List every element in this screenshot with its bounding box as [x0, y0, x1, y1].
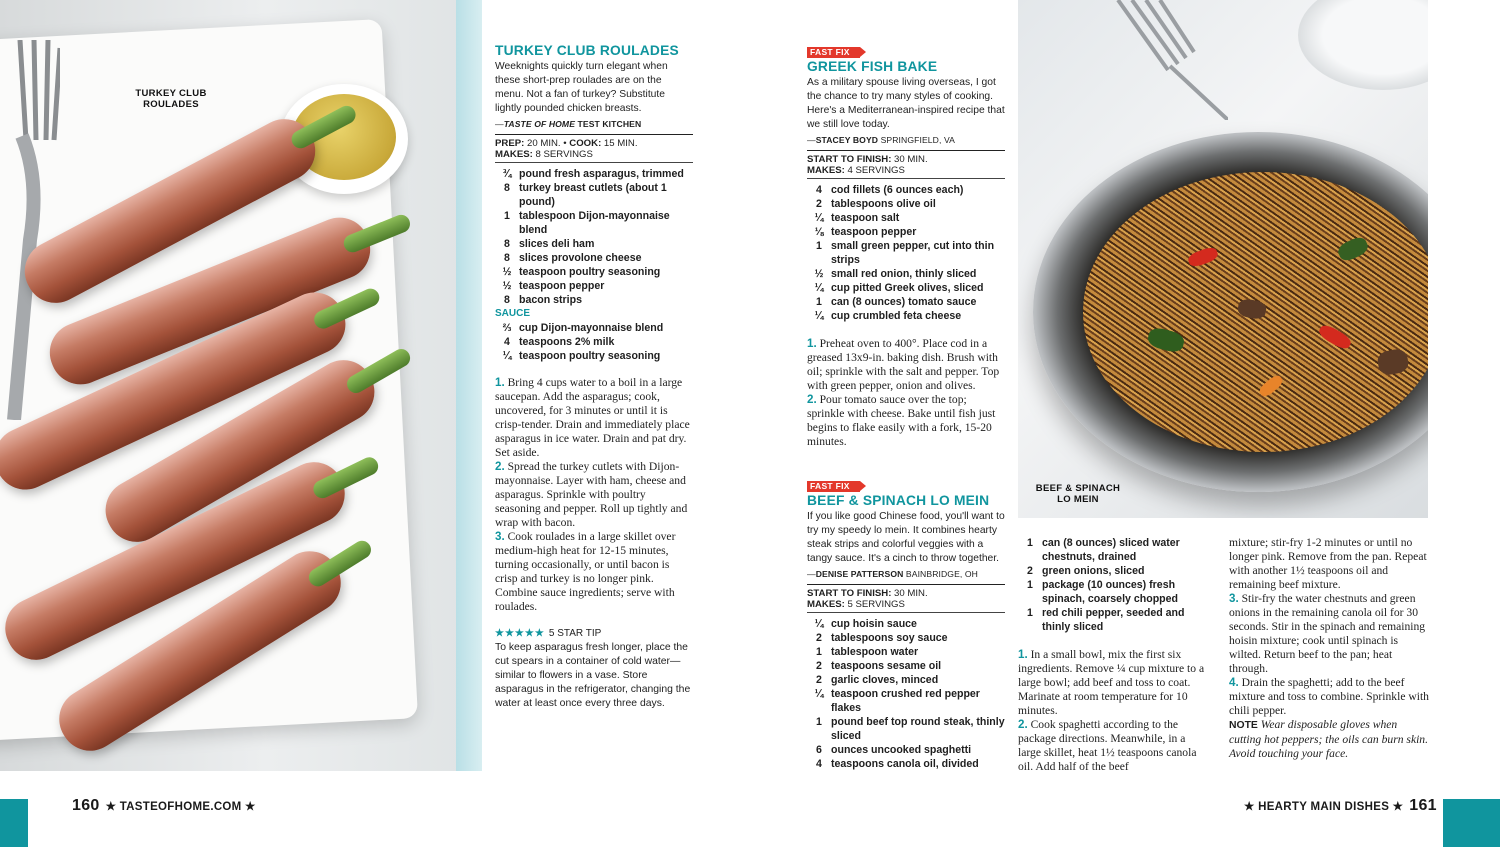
ingredient-text: bacon strips — [519, 294, 582, 306]
ingredient-quantity: ¼ — [502, 350, 512, 362]
footer-left — [72, 797, 256, 815]
ingredient-item — [807, 197, 1005, 211]
ingredient-quantity: ¼ — [814, 688, 824, 700]
step-text: Bring 4 cups water to a boil in a large saucepan. Add the asparagus; cook, uncovered, for 3 minutes or until it is crisp-tender. Drain and immediately place asparagus in ice water. Drain and pat dry. Set aside. — [495, 376, 690, 459]
ingredient-list — [495, 167, 693, 307]
ingredient-quantity: ½ — [502, 266, 512, 278]
total-time: START TO FINISH: 30 MIN. — [807, 588, 928, 599]
recipe-note: NOTE Wear disposable gloves when cutting hot peppers; the oils can burn skin. Avoid touching your face. — [1229, 718, 1429, 760]
step-number: 1. — [495, 376, 505, 389]
ingredient-item — [807, 687, 1005, 715]
ingredient-list — [807, 183, 1005, 323]
footer-site: ★ TASTEOFHOME.COM ★ — [105, 801, 256, 813]
recipe-greek-fish-bake — [807, 45, 1005, 449]
ingredient-text: turkey breast cutlets (about 1 pound) — [519, 182, 667, 208]
step-text: Pour tomato sauce over the top; sprinkle with cheese. Bake until fish just begins to flake easily with a fork, 15-20 minutes. — [807, 393, 996, 448]
ingredient-quantity: 2 — [816, 198, 822, 210]
footer-section: ★ HEARTY MAIN DISHES ★ — [1244, 801, 1404, 813]
ingredient-item — [807, 631, 1005, 645]
ingredient-quantity: 2 — [816, 660, 822, 672]
divider — [807, 584, 1005, 585]
ingredient-quantity: ½ — [814, 268, 824, 280]
direction-step — [495, 376, 693, 460]
servings: MAKES: 5 SERVINGS — [807, 599, 905, 610]
star-tip-text: To keep asparagus fresh longer, place the cut spears in a container of cold water—similar to flowers in a vase. Store asparagus in the refrigerator, changing the water at least once every three days. — [495, 642, 691, 709]
ingredient-text: teaspoons sesame oil — [831, 660, 942, 672]
ingredient-quantity: 1 — [816, 716, 822, 728]
ingredient-item — [1018, 536, 1210, 564]
ingredient-text: teaspoon crushed red pepper flakes — [831, 688, 980, 714]
ingredient-quantity: 4 — [816, 184, 822, 196]
ingredient-item — [807, 295, 1005, 309]
direction-step — [495, 460, 693, 530]
ingredient-item — [495, 167, 693, 181]
ingredient-text: package (10 ounces) fresh spinach, coarsely chopped — [1042, 579, 1178, 605]
recipe-intro: Weeknights quickly turn elegant when these short-prep roulades are on the menu. Not a fan of turkey? Substitute lightly pounded chicken breasts. — [495, 61, 668, 114]
ingredient-quantity: 8 — [504, 182, 510, 194]
ingredient-item — [807, 225, 1005, 239]
recipe-byline: —TASTE OF HOME TEST KITCHEN — [495, 119, 642, 129]
ingredient-text: cod fillets (6 ounces each) — [831, 184, 964, 196]
recipe-turkey-club-roulades — [495, 43, 693, 711]
ingredient-text: slices deli ham — [519, 238, 595, 250]
step-text: In a small bowl, mix the first six ingredients. Remove ¼ cup mixture to a large bowl; add beef and toss to coat. Marinate at room temperature for 10 minutes. — [1018, 648, 1205, 717]
ingredient-text: pound beef top round steak, thinly sliced — [831, 716, 1005, 742]
ingredient-quantity: ⅔ — [502, 322, 512, 334]
ingredient-quantity: 1 — [816, 296, 822, 308]
ingredient-quantity: 8 — [504, 252, 510, 264]
ingredient-item — [807, 743, 1005, 757]
ingredient-quantity: ¼ — [814, 212, 824, 224]
ingredient-text: cup crumbled feta cheese — [831, 310, 962, 322]
ingredient-text: ounces uncooked spaghetti — [831, 744, 972, 756]
servings: MAKES: 8 SERVINGS — [495, 149, 593, 160]
ingredient-quantity: 1 — [816, 646, 822, 658]
step-number: 4. — [1229, 676, 1239, 689]
ingredient-item — [495, 209, 693, 237]
ingredient-quantity: ¼ — [814, 310, 824, 322]
plate-stack — [1298, 0, 1428, 90]
ingredient-quantity: 4 — [816, 758, 822, 770]
ingredient-item — [495, 181, 693, 209]
fast-fix-badge: FAST FIX — [807, 481, 860, 492]
step-number: 2. — [807, 393, 817, 406]
ingredient-item — [495, 335, 693, 349]
ingredient-quantity: ½ — [502, 280, 512, 292]
ingredient-text: slices provolone cheese — [519, 252, 642, 264]
ingredient-item — [807, 309, 1005, 323]
direction-step — [1229, 592, 1429, 676]
ingredient-quantity: 8 — [504, 294, 510, 306]
direction-step — [807, 337, 1005, 393]
ingredient-quantity: 2 — [1027, 565, 1033, 577]
total-time: START TO FINISH: 30 MIN. — [807, 154, 928, 165]
ingredient-item — [1018, 606, 1210, 634]
ingredient-item — [807, 673, 1005, 687]
ingredient-quantity: 1 — [1027, 537, 1033, 549]
directions — [1018, 648, 1210, 774]
ingredient-text: pound fresh asparagus, trimmed — [519, 168, 684, 180]
divider — [807, 178, 1005, 179]
lo-mein-continued — [1018, 536, 1210, 774]
direction-step — [1229, 676, 1429, 718]
footer-accent-right — [1443, 799, 1500, 847]
step-text: Cook roulades in a large skillet over medium-high heat for 12-15 minutes, turning occasionally, or until bacon is crisp and turkey is no longer pink. Combine sauce ingredients; serve with roulades. — [495, 530, 676, 613]
directions — [1229, 592, 1429, 718]
ingredient-text: teaspoon pepper — [831, 226, 917, 238]
divider — [807, 612, 1005, 613]
step-text: Preheat oven to 400°. Place cod in a greased 13x9-in. baking dish. Brush with oil; sprinkle with the salt and pepper. Top with green pepper, onion and olives. — [807, 337, 1000, 392]
ingredient-quantity: 1 — [816, 240, 822, 252]
ingredient-quantity: 8 — [504, 238, 510, 250]
footer-right — [1244, 797, 1437, 815]
ingredient-text: tablespoon Dijon-mayonnaise blend — [519, 210, 670, 236]
turkey-roulades-photo — [0, 0, 482, 771]
step-text: Cook spaghetti according to the package directions. Meanwhile, in a large skillet, heat 1½ teaspoons canola oil. Add half of the beef — [1018, 718, 1197, 773]
step-number: 2. — [495, 460, 505, 473]
footer-accent-left — [0, 799, 28, 847]
divider — [807, 150, 1005, 151]
ingredient-quantity: 2 — [816, 674, 822, 686]
step-number: 2. — [1018, 718, 1028, 731]
photo-caption-left: TURKEY CLUB ROULADES — [135, 88, 207, 110]
ingredient-text: can (8 ounces) sliced water chestnuts, drained — [1042, 537, 1180, 563]
tablecloth — [456, 0, 482, 771]
ingredient-text: teaspoon poultry seasoning — [519, 266, 661, 278]
star-rating-icon: ★★★★★ — [495, 628, 545, 639]
direction-step — [495, 530, 693, 614]
direction-step — [1018, 648, 1210, 718]
ingredient-item — [495, 349, 693, 363]
lo-mein-photo — [1018, 0, 1428, 518]
recipe-byline: —STACEY BOYD SPRINGFIELD, VA — [807, 135, 955, 145]
ingredient-item — [807, 183, 1005, 197]
ingredient-quantity: ¼ — [814, 282, 824, 294]
ingredient-item — [807, 659, 1005, 673]
step-number: 1. — [1018, 648, 1028, 661]
recipe-beef-spinach-lo-mein — [807, 479, 1005, 771]
step-number: 3. — [495, 530, 505, 543]
lo-mein-directions-continued — [1229, 536, 1429, 761]
step-number: 1. — [807, 337, 817, 350]
recipe-title: BEEF & SPINACH LO MEIN — [807, 493, 990, 508]
ingredient-text: teaspoon poultry seasoning — [519, 350, 661, 362]
ingredient-quantity: 2 — [816, 632, 822, 644]
direction-step — [1018, 718, 1210, 774]
page-number: 161 — [1409, 797, 1437, 814]
ingredient-quantity: 6 — [816, 744, 822, 756]
divider — [495, 162, 693, 163]
ingredient-item — [495, 279, 693, 293]
ingredient-text: tablespoon water — [831, 646, 919, 658]
direction-step — [807, 393, 1005, 449]
ingredient-text: small green pepper, cut into thin strips — [831, 240, 995, 266]
ingredient-text: red chili pepper, seeded and thinly sliced — [1042, 607, 1185, 633]
step-text: Stir-fry the water chestnuts and green onions in the remaining canola oil for 30 seconds. Stir in the spinach and remaining hoisin mixture; cook until spinach is wilted. Return beef to the pan; heat through. — [1229, 592, 1426, 675]
ingredient-quantity: ¼ — [814, 618, 824, 630]
ingredient-item — [495, 293, 693, 307]
ingredient-quantity: 1 — [504, 210, 510, 222]
ingredient-item — [807, 281, 1005, 295]
recipe-title: GREEK FISH BAKE — [807, 59, 938, 74]
ingredient-text: cup pitted Greek olives, sliced — [831, 282, 984, 294]
recipe-intro: As a military spouse living overseas, I got the chance to try many styles of cooking. Here's a Mediterranean-inspired recipe that we still love today. — [807, 77, 1005, 130]
fork-icon — [1108, 0, 1228, 120]
photo-caption-right: BEEF & SPINACH LO MEIN — [1035, 483, 1121, 505]
ingredient-item — [495, 321, 693, 335]
directions — [807, 337, 1005, 449]
star-tip-heading: ★★★★★ 5 STAR TIP — [495, 628, 602, 639]
step-text: Drain the spaghetti; add to the beef mixture and toss to combine. Sprinkle with chili pepper. — [1229, 676, 1429, 717]
recipe-intro: If you like good Chinese food, you'll want to try my speedy lo mein. It combines hearty steak strips and colorful veggies with a tangy sauce. It's a cinch to throw together. — [807, 511, 1005, 564]
ingredient-text: can (8 ounces) tomato sauce — [831, 296, 977, 308]
ingredient-item — [807, 211, 1005, 225]
ingredient-text: teaspoons canola oil, divided — [831, 758, 979, 770]
ingredient-item — [807, 757, 1005, 771]
step-number: 3. — [1229, 592, 1239, 605]
ingredient-text: teaspoon pepper — [519, 280, 605, 292]
ingredient-item — [495, 237, 693, 251]
ingredient-text: green onions, sliced — [1042, 565, 1145, 577]
ingredient-text: teaspoon salt — [831, 212, 900, 224]
ingredient-item — [807, 645, 1005, 659]
ingredient-item — [1018, 564, 1210, 578]
sauce-ingredient-list — [495, 321, 693, 363]
ingredient-item — [807, 715, 1005, 743]
ingredient-quantity: 4 — [504, 336, 510, 348]
ingredient-text: cup hoisin sauce — [831, 618, 917, 630]
ingredient-item — [1018, 578, 1210, 606]
ingredient-quantity: 1 — [1027, 579, 1033, 591]
prep-cook-time: PREP: 20 MIN. • COOK: 15 MIN. — [495, 138, 638, 149]
sauce-heading: SAUCE — [495, 308, 531, 319]
ingredient-quantity: ¾ — [502, 168, 512, 180]
ingredient-text: tablespoons soy sauce — [831, 632, 948, 644]
ingredient-quantity: 1 — [1027, 607, 1033, 619]
servings: MAKES: 4 SERVINGS — [807, 165, 905, 176]
divider — [495, 134, 693, 135]
ingredient-list-continued — [1018, 536, 1210, 634]
recipe-title: TURKEY CLUB ROULADES — [495, 43, 679, 58]
ingredient-text: cup Dijon-mayonnaise blend — [519, 322, 664, 334]
ingredient-item — [807, 617, 1005, 631]
ingredient-text: tablespoons olive oil — [831, 198, 936, 210]
ingredient-list — [807, 617, 1005, 771]
ingredient-item — [807, 239, 1005, 267]
ingredient-item — [495, 265, 693, 279]
page-number: 160 — [72, 797, 100, 814]
step-text: Spread the turkey cutlets with Dijon-mayonnaise. Layer with ham, cheese and asparagus. Sprinkle with poultry seasoning and pepper. Roll up tightly and wrap with bacon. — [495, 460, 688, 529]
directions — [495, 376, 693, 614]
recipe-byline: —DENISE PATTERSON BAINBRIDGE, OH — [807, 569, 978, 579]
ingredient-text: teaspoons 2% milk — [519, 336, 615, 348]
ingredient-text: garlic cloves, minced — [831, 674, 939, 686]
ingredient-item — [495, 251, 693, 265]
ingredient-item — [807, 267, 1005, 281]
fast-fix-badge: FAST FIX — [807, 47, 860, 58]
ingredient-text: small red onion, thinly sliced — [831, 268, 977, 280]
ingredient-quantity: ⅛ — [814, 226, 824, 238]
direction-continued: mixture; stir-fry 1-2 minutes or until no longer pink. Remove from the pan. Repeat with another 1½ teaspoons oil and remaining beef mixture. — [1229, 536, 1427, 591]
